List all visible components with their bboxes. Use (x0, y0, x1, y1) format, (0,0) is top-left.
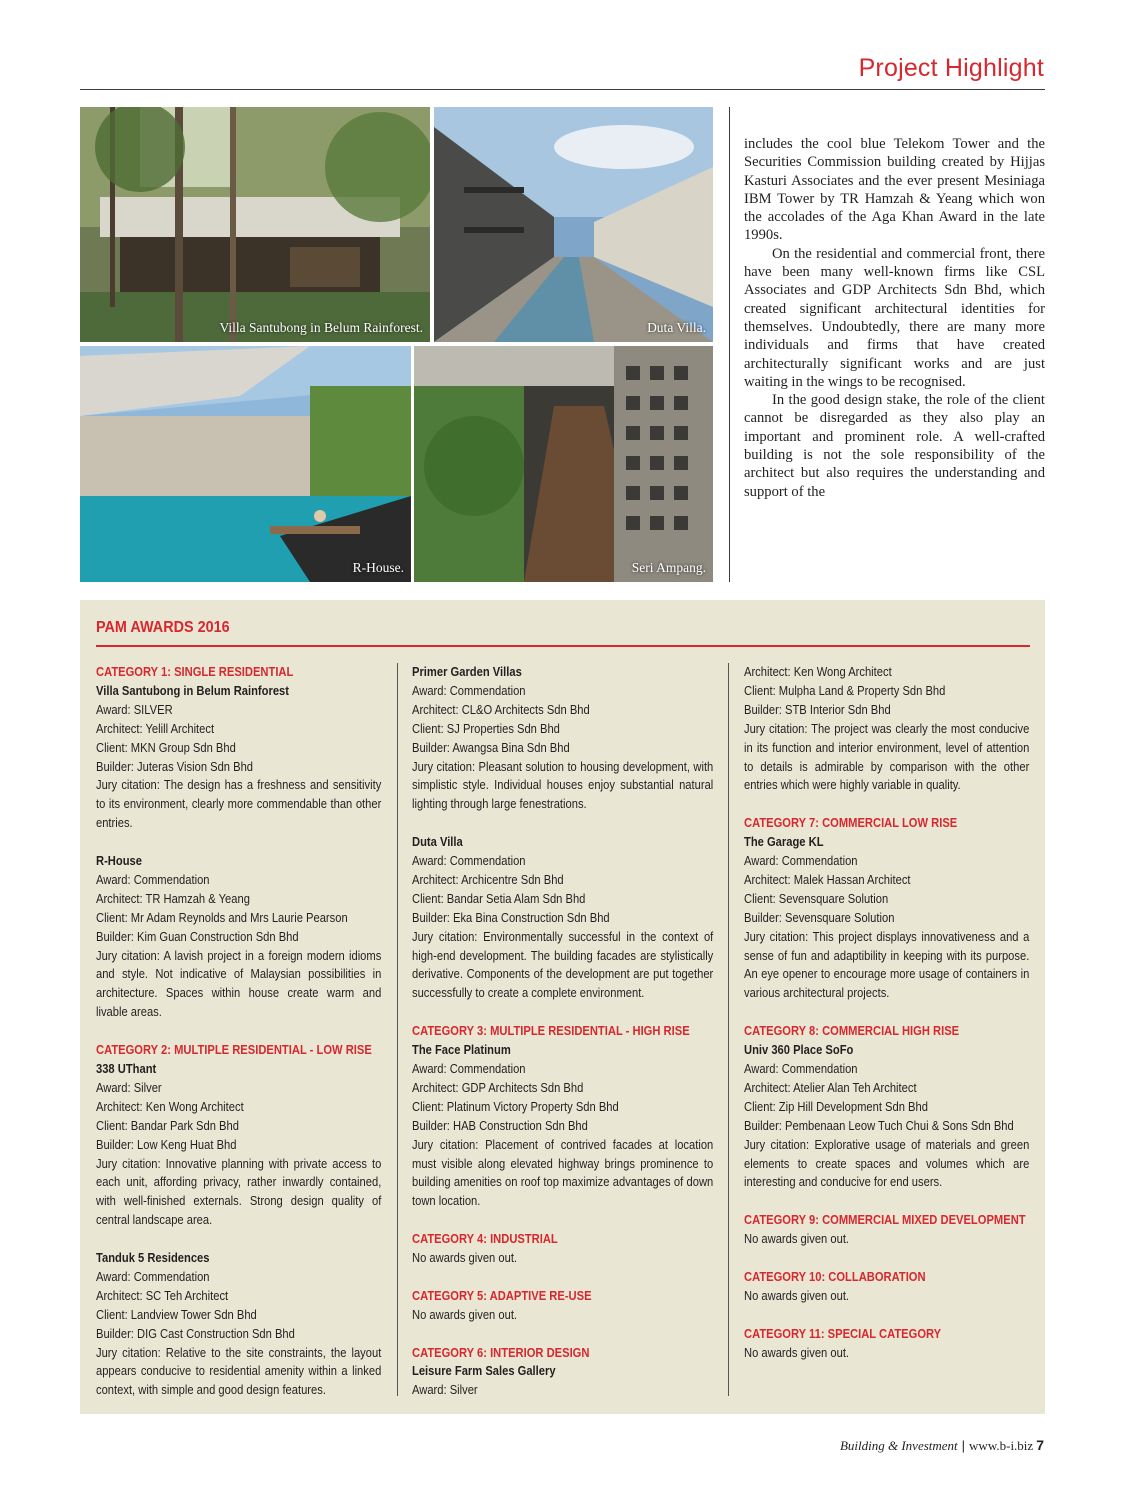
award-detail: No awards given out. (744, 1231, 850, 1247)
award-detail: Jury citation: Pleasant solution to housing development, with simplistic style. Individual houses enjoy substantial natural lighting through large fenestrations. (412, 758, 714, 812)
category-heading: CATEGORY 3: MULTIPLE RESIDENTIAL - HIGH RISE (412, 1023, 690, 1039)
category-heading: CATEGORY 11: SPECIAL CATEGORY (744, 1325, 942, 1341)
spacer (412, 814, 713, 833)
category-heading: CATEGORY 7: COMMERCIAL LOW RISE (744, 815, 958, 831)
award-detail: Award: SILVER (96, 701, 173, 717)
award-detail: Architect: Ken Wong Architect (96, 1098, 244, 1114)
award-detail: Client: Mulpha Land & Property Sdn Bhd (744, 682, 946, 698)
award-detail: Client: MKN Group Sdn Bhd (96, 739, 236, 755)
photo-caption: Seri Ampang. (631, 560, 706, 575)
award-detail: Award: Silver (412, 1382, 478, 1398)
spacer (744, 1192, 1029, 1211)
award-detail: No awards given out. (744, 1344, 850, 1360)
page-footer (840, 1437, 1044, 1454)
awards-column-2 (412, 663, 714, 1400)
category-heading: CATEGORY 9: COMMERCIAL MIXED DEVELOPMENT (744, 1212, 1026, 1228)
award-detail: Jury citation: Explorative usage of materials and green elements to create spaces and volumes which are interesting and conducive for end users. (744, 1136, 1030, 1190)
spacer (744, 795, 1029, 814)
award-detail: No awards given out. (744, 1287, 850, 1303)
awards-title-rule (96, 645, 1030, 647)
project-name: The Garage KL (744, 834, 824, 850)
spacer (96, 1022, 381, 1041)
project-name: Tanduk 5 Residences (96, 1250, 210, 1266)
page-number: 7 (1036, 1437, 1044, 1453)
article-paragraph: On the residential and commercial front, there have been many well-known firms like CSL Associates and GDP Architects Sdn Bhd, which created significant architectural identities for themselves. Undoubtedly, there are many more individuals and firms that have created architecturally significant works and are just waiting in the wings to be recognised. (744, 245, 1045, 390)
category-heading: CATEGORY 4: INDUSTRIAL (412, 1231, 558, 1247)
award-detail: Builder: Awangsa Bina Sdn Bhd (412, 739, 570, 755)
photo-villa-santubong (80, 107, 430, 342)
awards-column-divider (397, 663, 398, 1396)
award-detail: Award: Commendation (412, 853, 526, 869)
awards-column-3 (744, 663, 1030, 1362)
photo-seri-ampang (414, 346, 713, 582)
award-detail: Award: Commendation (412, 1061, 526, 1076)
award-detail: Award: Commendation (744, 1061, 858, 1076)
project-name: The Face Platinum (412, 1042, 511, 1058)
category-heading: CATEGORY 8: COMMERCIAL HIGH RISE (744, 1023, 960, 1039)
award-detail: Jury citation: A lavish project in a foreign modern idioms and style. Not indicative of Malaysian possibilities in architecture. Spaces within house create warm and livable areas. (96, 947, 382, 1020)
spacer (412, 1211, 713, 1230)
award-detail: Client: Bandar Setia Alam Sdn Bhd (412, 890, 586, 906)
category-heading: CATEGORY 10: COLLABORATION (744, 1268, 926, 1284)
spacer (744, 1249, 1029, 1268)
award-detail: Builder: Kim Guan Construction Sdn Bhd (96, 928, 299, 944)
awards-column-1 (96, 663, 382, 1400)
award-detail: Builder: HAB Construction Sdn Bhd (412, 1117, 588, 1133)
award-detail: Builder: STB Interior Sdn Bhd (744, 701, 891, 717)
category-heading: CATEGORY 1: SINGLE RESIDENTIAL (96, 664, 294, 679)
project-name: 338 UThant (96, 1061, 157, 1076)
award-detail: Builder: Juteras Vision Sdn Bhd (96, 758, 254, 774)
award-detail: Jury citation: Environmentally successful in the context of high-end development. The building facades are stylistically derivative. Components of the development are put together successfully to create a complete environment. (412, 928, 714, 1001)
award-detail: Architect: Ken Wong Architect (744, 664, 892, 679)
article-paragraph: In the good design stake, the role of the client cannot be disregarded as they also play an important and prominent role. A well-crafted building is not the sole responsibility of the architect but also requires the understanding and support of the (744, 392, 1045, 500)
award-detail: Jury citation: Relative to the site constraints, the layout appears conducive to residential amenity within a linked context, with simple and good design features. (96, 1344, 382, 1398)
award-detail: Client: Mr Adam Reynolds and Mrs Laurie Pearson (96, 909, 348, 925)
award-detail: Client: Bandar Park Sdn Bhd (96, 1117, 239, 1133)
award-detail: Award: Silver (96, 1079, 162, 1095)
footer-separator: | (961, 1438, 966, 1453)
award-detail: Jury citation: The design has a freshness and sensitivity to its environment, clearly more commendable than other entries. (96, 777, 382, 831)
title-rule (80, 89, 1045, 90)
section-title: Project Highlight (858, 54, 1044, 82)
award-detail: Architect: CL&O Architects Sdn Bhd (412, 701, 590, 717)
spacer (96, 1230, 381, 1249)
award-detail: No awards given out. (412, 1306, 518, 1322)
award-detail: Architect: Yelill Architect (96, 720, 215, 736)
award-detail: Jury citation: The project was clearly the most conducive in its function and interior environment, level of attention to details is admirable by comparison with the other entries which were highly variable in quality. (744, 720, 1030, 793)
award-detail: Architect: TR Hamzah & Yeang (96, 890, 250, 906)
publication-url: www.b-i.biz (969, 1438, 1034, 1453)
project-name: Univ 360 Place SoFo (744, 1042, 854, 1058)
spacer (96, 833, 381, 852)
award-detail: Architect: SC Teh Architect (96, 1287, 229, 1303)
award-detail: Client: Zip Hill Development Sdn Bhd (744, 1098, 928, 1114)
photo-caption: Duta Villa. (647, 320, 706, 335)
awards-column-divider (728, 663, 729, 1396)
spacer (744, 1306, 1029, 1325)
column-divider (729, 107, 730, 582)
project-name: Primer Garden Villas (412, 664, 522, 679)
award-detail: Architect: Atelier Alan Teh Architect (744, 1079, 917, 1095)
award-detail: Award: Commendation (744, 853, 858, 869)
project-name: Duta Villa (412, 834, 463, 850)
photo-duta-villa (434, 107, 713, 342)
category-heading: CATEGORY 5: ADAPTIVE RE-USE (412, 1287, 592, 1303)
category-heading: CATEGORY 6: INTERIOR DESIGN (412, 1344, 590, 1360)
spacer (412, 1325, 713, 1344)
award-detail: Builder: Eka Bina Construction Sdn Bhd (412, 909, 610, 925)
award-detail: Award: Commendation (96, 1268, 210, 1284)
project-name: Leisure Farm Sales Gallery (412, 1363, 556, 1379)
article-body (744, 135, 1045, 501)
award-detail: Client: Platinum Victory Property Sdn Bhd (412, 1098, 619, 1114)
photo-r-house (80, 346, 411, 582)
category-heading: CATEGORY 2: MULTIPLE RESIDENTIAL - LOW RISE (96, 1042, 372, 1058)
award-detail: No awards given out. (412, 1250, 518, 1266)
photo-caption: Villa Santubong in Belum Rainforest. (219, 320, 423, 335)
award-detail: Architect: Malek Hassan Architect (744, 871, 911, 887)
awards-title: PAM AWARDS 2016 (96, 619, 230, 636)
award-detail: Award: Commendation (412, 682, 526, 698)
award-detail: Architect: Archicentre Sdn Bhd (412, 871, 564, 887)
award-detail: Architect: GDP Architects Sdn Bhd (412, 1079, 584, 1095)
article-paragraph: includes the cool blue Telekom Tower and the Securities Commission building created by Hijjas Kasturi Associates and the ever present Mesiniaga IBM Tower by TR Hamzah & Yeang which won the accolades of the Aga Khan Award in the late 1990s. (744, 136, 1045, 244)
award-detail: Jury citation: Innovative planning with private access to each unit, affording privacy, rather inwardly contained, with well-finished externals. Strong design quality of central landscape area. (96, 1155, 382, 1228)
award-detail: Award: Commendation (96, 871, 210, 887)
publication-name: Building & Investment (839, 1438, 958, 1453)
photo-caption: R-House. (352, 560, 404, 575)
project-name: R-House (96, 853, 142, 869)
award-detail: Jury citation: Placement of contrived facades at location must visible along elevated highway brings prominence to building amenities on roof top maximize advantages of down town location. (412, 1136, 714, 1209)
award-detail: Builder: DIG Cast Construction Sdn Bhd (96, 1325, 295, 1341)
award-detail: Builder: Low Keng Huat Bhd (96, 1136, 237, 1152)
award-detail: Builder: Sevensquare Solution (744, 909, 895, 925)
project-name: Villa Santubong in Belum Rainforest (96, 682, 289, 698)
spacer (412, 1268, 713, 1287)
spacer (744, 1003, 1029, 1022)
award-detail: Jury citation: This project displays innovativeness and a sense of fun and adaptibility in keeping with its purpose. An eye opener to encourage more usage of containers in various architectural projects. (744, 928, 1030, 1001)
award-detail: Client: Sevensquare Solution (744, 890, 889, 906)
award-detail: Client: Landview Tower Sdn Bhd (96, 1306, 257, 1322)
award-detail: Client: SJ Properties Sdn Bhd (412, 720, 560, 736)
spacer (412, 1003, 713, 1022)
award-detail: Builder: Pembenaan Leow Tuch Chui & Sons Sdn Bhd (744, 1117, 1014, 1133)
